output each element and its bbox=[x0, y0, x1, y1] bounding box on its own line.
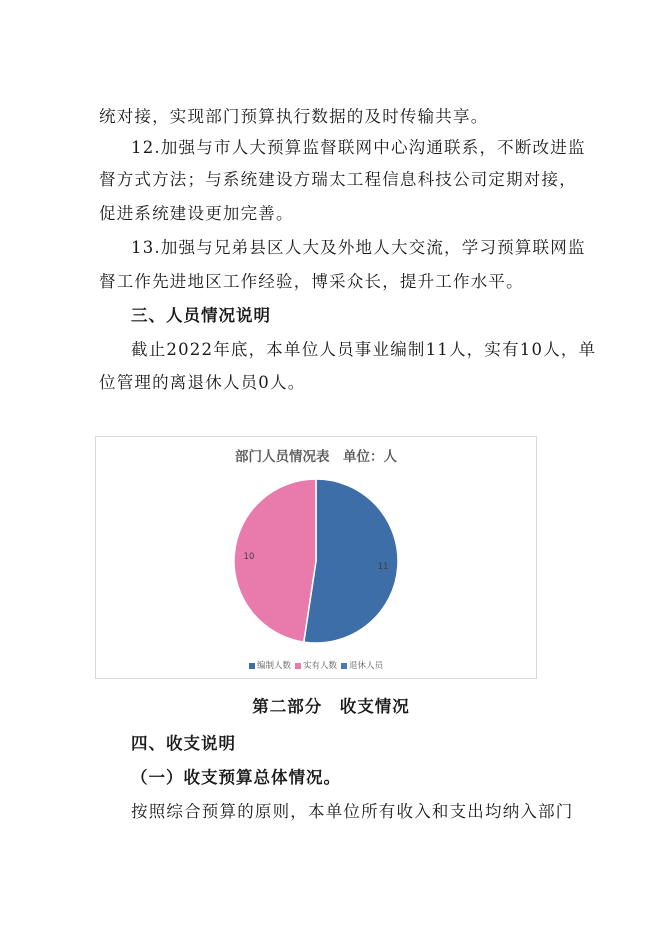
legend-label-2: 实有人数 bbox=[302, 661, 337, 671]
chart-title: 部门人员情况表 单位：人 bbox=[235, 449, 397, 465]
subsection-heading-budget: （一）收支预算总体情况。 bbox=[131, 768, 341, 787]
body-line-9: 位管理的离退休人员0人。 bbox=[99, 373, 306, 392]
pie-svg bbox=[96, 437, 536, 678]
body-line-4: 促进系统建设更加完善。 bbox=[99, 204, 294, 223]
body-line-3: 督方式方法；与系统建设方瑞太工程信息科技公司定期对接， bbox=[99, 170, 577, 189]
pie-data-label-2: 10 bbox=[243, 551, 255, 562]
body-line-last: 按照综合预算的原则，本单位所有收入和支出均纳入部门 bbox=[131, 802, 574, 821]
legend-item-3 bbox=[341, 659, 383, 671]
body-line-8: 截止2022年底，本单位人员事业编制11人，实有10人，单 bbox=[131, 340, 597, 359]
legend-swatch-1 bbox=[249, 663, 255, 669]
legend-item-2 bbox=[295, 659, 337, 671]
body-line-6: 督工作先进地区工作经验，博采众长，提升工作水平。 bbox=[99, 272, 524, 291]
chart-legend bbox=[96, 659, 536, 671]
section-heading-personnel: 三、人员情况说明 bbox=[131, 306, 271, 325]
legend-label-3: 退休人员 bbox=[349, 661, 384, 671]
body-line-5: 13.加强与兄弟县区人大及外地人大交流，学习预算联网监 bbox=[131, 238, 586, 257]
part-title: 第二部分 收支情况 bbox=[252, 697, 410, 716]
personnel-pie-chart bbox=[95, 436, 537, 679]
legend-swatch-2 bbox=[295, 663, 301, 669]
pie-slices bbox=[234, 479, 398, 643]
body-line-2: 12.加强与市人大预算监督联网中心沟通联系，不断改进监 bbox=[131, 138, 586, 157]
pie-slice-1 bbox=[304, 479, 398, 643]
section-heading-income: 四、收支说明 bbox=[131, 734, 236, 753]
body-line-1: 统对接，实现部门预算执行数据的及时传输共享。 bbox=[99, 107, 489, 126]
legend-swatch-3 bbox=[341, 663, 347, 669]
legend-item-1 bbox=[249, 659, 291, 671]
pie-data-label-1: 11 bbox=[377, 562, 389, 573]
legend-label-1: 编制人数 bbox=[256, 661, 291, 671]
